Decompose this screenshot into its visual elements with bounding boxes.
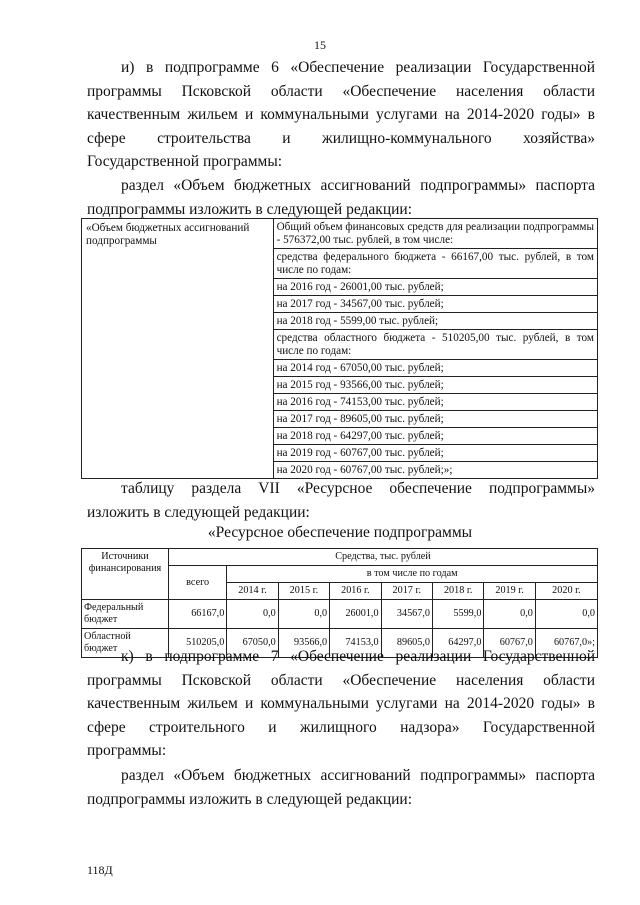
passport-table — [81, 218, 598, 479]
table-instruction — [87, 477, 595, 524]
header-year: 2014 г. — [227, 583, 278, 600]
row-value: 0,0 — [227, 600, 278, 629]
row-source: Областной бюджет — [82, 629, 169, 658]
header-year: 2019 г. — [484, 583, 535, 600]
section-instruction-1 — [87, 174, 595, 221]
text-line: таблицу раздела VII «Ресурсное обеспечение подпрограммы» — [121, 480, 595, 497]
row-value: 26001,0 — [330, 600, 381, 629]
text-line: подпрограммы изложить в следующей редакции: — [87, 790, 413, 808]
passport-line: на 2015 год - 93566,00 тыс. рублей; — [274, 377, 597, 394]
text-line: сфере строительного и жилищного надзора» Государственной — [87, 718, 595, 736]
text-line: программы: — [87, 742, 167, 759]
row-value: 0,0 — [535, 600, 597, 629]
text-line: качественным жильем и коммунальными услугами на 2014-2020 годы» в — [87, 695, 595, 712]
passport-line: на 2016 год - 26001,00 тыс. рублей; — [274, 279, 597, 296]
header-funds: Средства, тыс. рублей — [169, 549, 598, 566]
row-total: 66167,0 — [169, 600, 227, 629]
text-line: качественным жильем и коммунальными услугами на 2014-2020 годы» в — [87, 106, 595, 123]
text-line: Государственной программы: — [87, 153, 283, 170]
header-year: 2015 г. — [278, 583, 329, 600]
passport-line: на 2017 год - 89605,00 тыс. рублей; — [274, 411, 597, 428]
header-year: 2016 г. — [330, 583, 381, 600]
passport-line: на 2016 год - 74153,00 тыс. рублей; — [274, 394, 597, 411]
text-line: к) в подпрограмме 7 «Обеспечение реализации Государственной — [121, 648, 595, 665]
passport-line: средства областного бюджета - 510205,00 тыс. рублей, в том числе по годам: — [274, 330, 597, 360]
text-line: программы Псковской области «Обеспечение населения области — [87, 82, 595, 100]
row-value: 0,0 — [278, 600, 329, 629]
row-value: 34567,0 — [381, 600, 432, 629]
passport-line: Общий объем финансовых средств для реализации подпрограммы - 576372,00 тыс. рублей, в том числе: — [274, 219, 597, 249]
passport-line: на 2014 год - 67050,00 тыс. рублей; — [274, 360, 597, 377]
passport-line: средства федерального бюджета - 66167,00 тыс. рублей, в том числе по годам: — [274, 249, 597, 279]
header-source: Источники финансирования — [82, 549, 169, 600]
text-line: раздел «Объем бюджетных ассигнований подпрограммы» паспорта — [121, 767, 595, 784]
header-year: 2018 г. — [432, 583, 483, 600]
row-value: 89605,0 — [381, 629, 432, 658]
row-total: 510205,0 — [169, 629, 227, 658]
passport-line: на 2019 год - 60767,00 тыс. рублей; — [274, 445, 597, 462]
text-line: сфере строительства и жилищно-коммунального хозяйства» — [87, 129, 595, 147]
paragraph-k — [87, 645, 595, 763]
section-instruction-2 — [87, 764, 595, 811]
row-value: 60767,0 — [484, 629, 535, 658]
header-by-years: в том числе по годам — [227, 566, 598, 583]
text-line: изложить в следующей редакции: — [87, 503, 310, 521]
resource-table-title: «Ресурсное обеспечение подпрограммы — [207, 524, 473, 541]
row-value: 93566,0 — [278, 629, 329, 658]
table-row — [82, 600, 598, 629]
passport-value-cell — [273, 219, 597, 479]
text-line: раздел «Объем бюджетных ассигнований подпрограммы» паспорта — [121, 177, 595, 194]
text-line: программы Псковской области «Обеспечение населения области — [87, 671, 595, 689]
header-total: всего — [169, 566, 227, 600]
row-value: 5599,0 — [432, 600, 483, 629]
text-line: и) в подпрограмме 6 «Обеспечение реализации Государственной — [121, 59, 595, 76]
header-year: 2020 г. — [535, 583, 597, 600]
passport-line: на 2018 год - 5599,00 тыс. рублей; — [274, 313, 597, 330]
row-value: 64297,0 — [432, 629, 483, 658]
page-number: 15 — [314, 38, 326, 52]
text-line: подпрограммы изложить в следующей редакции: — [87, 200, 413, 218]
row-value: 74153,0 — [330, 629, 381, 658]
resource-table — [81, 548, 598, 658]
paragraph-i — [87, 56, 595, 174]
passport-line: на 2017 год - 34567,00 тыс. рублей; — [274, 296, 597, 313]
row-source: Федеральный бюджет — [82, 600, 169, 629]
row-value: 60767,0»; — [535, 629, 597, 658]
passport-line: на 2018 год - 64297,00 тыс. рублей; — [274, 428, 597, 445]
passport-line: на 2020 год - 60767,00 тыс. рублей;»; — [276, 464, 453, 476]
row-value: 0,0 — [484, 600, 535, 629]
header-year: 2017 г. — [381, 583, 432, 600]
footer-code: 118Д — [87, 863, 113, 877]
row-value: 67050,0 — [227, 629, 278, 658]
passport-label-cell: «Объем бюджетных ассигнований подпрограммы — [82, 219, 274, 479]
